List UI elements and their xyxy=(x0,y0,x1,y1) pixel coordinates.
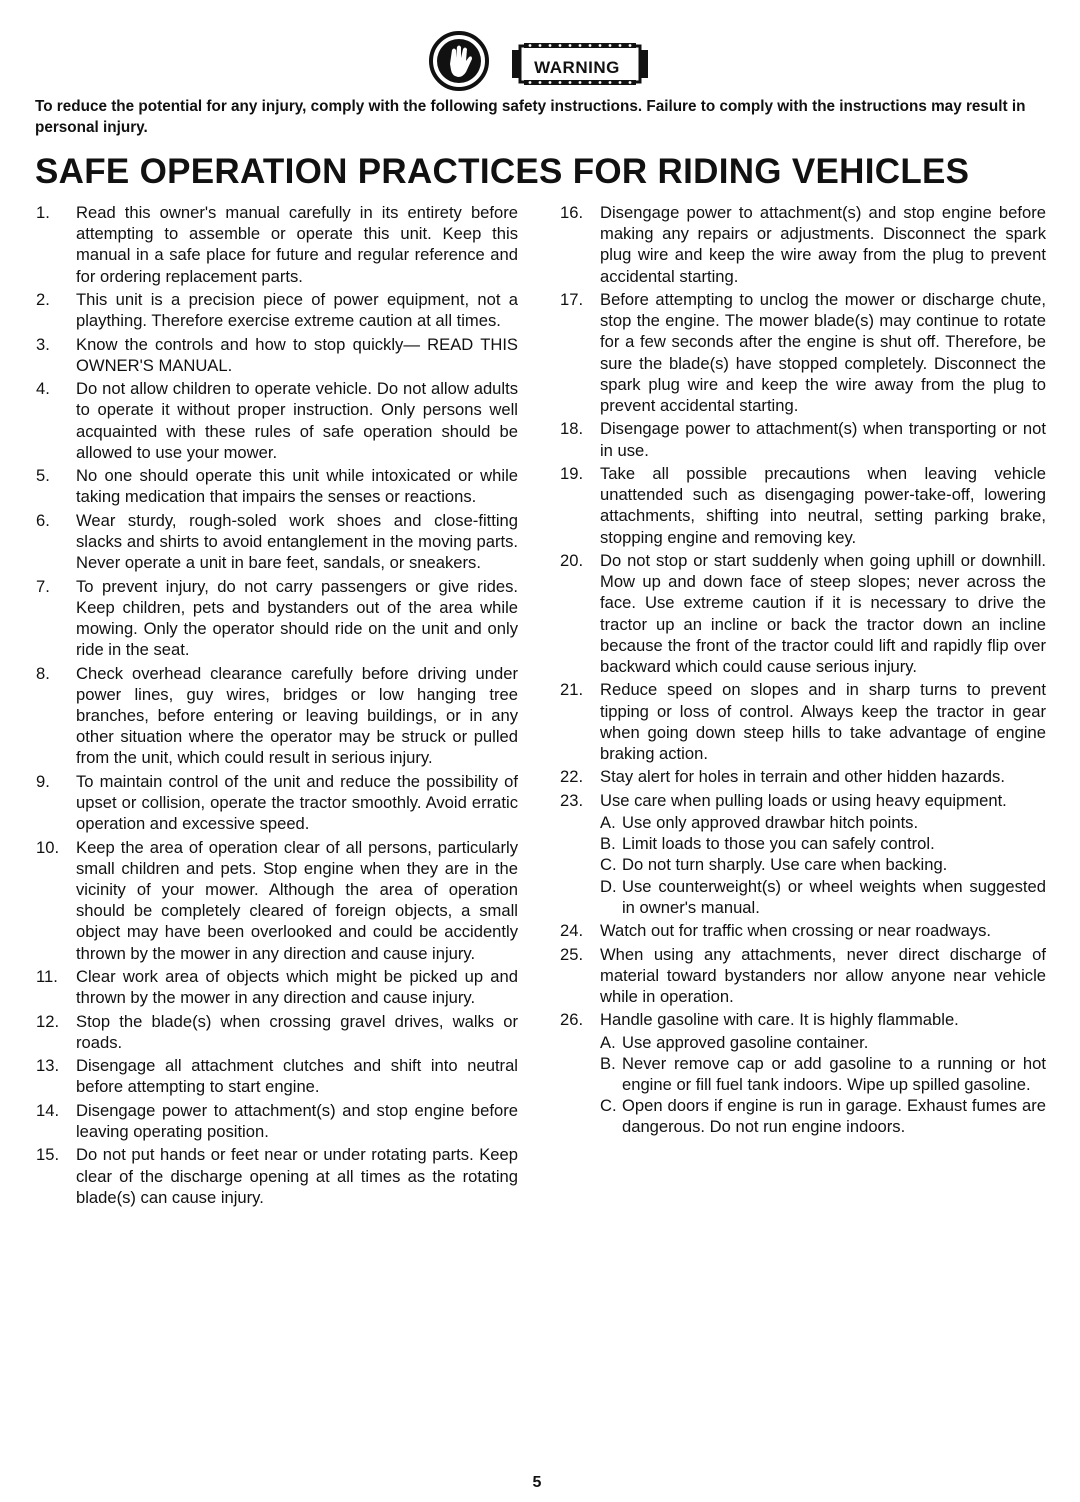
rule-number: 1. xyxy=(36,203,50,222)
rule-body xyxy=(76,1011,518,1053)
rule-10 xyxy=(36,837,518,964)
rule-26 xyxy=(560,1009,1046,1137)
rule-text: Stop the blade(s) when crossing gravel drives, walks or roads. xyxy=(76,1011,518,1052)
sub-item xyxy=(600,1032,1046,1053)
rule-text: Disengage all attachment clutches and shift into neutral before attempting to start engine. xyxy=(76,1056,518,1097)
sub-item-letter: A. xyxy=(600,1032,616,1052)
rule-number: 14. xyxy=(36,1100,60,1120)
rule-11 xyxy=(36,966,518,1008)
rule-23-sublist xyxy=(600,812,1046,918)
sub-item-text: Use only approved drawbar hitch points. xyxy=(622,813,919,832)
rule-14 xyxy=(36,1100,518,1142)
rule-5 xyxy=(36,465,518,507)
rule-text: To prevent injury, do not carry passengers or give rides. Keep children, pets and bystanders out of the area while mowing. Only the operator should ride on the unit and only ride in the seat. xyxy=(76,576,518,660)
rule-number: 9. xyxy=(36,771,50,791)
rule-body xyxy=(76,1055,518,1097)
rule-23 xyxy=(560,790,1046,918)
rule-text: Take all possible precautions when leaving vehicle unattended such as disengaging power-take-off, lowering attachments, shifting into neutral, setting parking brake, stopping engine and removing key. xyxy=(600,464,1046,547)
rule-body xyxy=(600,202,1046,287)
rule-text: Do not put hands or feet near or under rotating parts. Keep clear of the discharge opening at all times as the rotating blade(s) can cause injury. xyxy=(76,1145,518,1207)
rule-body xyxy=(76,510,518,574)
rule-body xyxy=(76,378,518,463)
rule-number: 23. xyxy=(560,790,584,810)
rule-body xyxy=(76,771,518,835)
rule-number: 19. xyxy=(560,464,584,483)
rule-number: 10. xyxy=(36,837,60,857)
rule-text: Do not stop or start suddenly when going uphill or downhill. Mow up and down face of steep slopes; never across the face. Use extreme caution if it is necessary to drive the tractor up an incline or back the tractor down an incline because the front of the tractor could lift and rapidly flip over backward which could cause serious injury. xyxy=(600,551,1046,677)
rule-text: Know the controls and how to stop quickly— READ THIS OWNER'S MANUAL. xyxy=(76,334,518,375)
rule-6 xyxy=(36,510,518,574)
rule-text: Do not allow children to operate vehicle. Do not allow adults to operate it without proper instruction. Only persons well acquainted with these rules of safe operation should be allowed to use your mower. xyxy=(76,379,518,462)
rule-number: 15. xyxy=(36,1145,60,1165)
sub-item-letter: C. xyxy=(600,1096,617,1116)
rule-text: Keep the area of operation clear of all persons, particularly small children and pets. Stop engine when they are in the vicinity of your mower. Although the area of operation should be completely cleared of foreign objects, a small object may have been overlooked and could be accidently thrown by the mower in any direction and cause injury. xyxy=(76,837,518,963)
rule-body xyxy=(600,944,1046,1008)
warning-intro: To reduce the potential for any injury, comply with the following safety instructions. Failure to comply with the instructions may result in personal injury. xyxy=(35,98,1026,136)
sub-item-text: Use counterweight(s) or wheel weights when suggested in owner's manual. xyxy=(622,876,1046,917)
sub-item xyxy=(600,876,1046,918)
rule-19 xyxy=(560,463,1046,548)
page-title: SAFE OPERATION PRACTICES FOR RIDING VEHICLES xyxy=(35,152,970,191)
rule-22 xyxy=(560,766,1046,787)
rule-body xyxy=(76,1144,518,1208)
warning-label: WARNING xyxy=(534,58,620,77)
rule-12 xyxy=(36,1011,518,1053)
rule-number: 17. xyxy=(560,290,584,309)
rule-26-sublist xyxy=(600,1032,1046,1138)
sub-item-text: Never remove cap or add gasoline to a running or hot engine or fill fuel tank indoors. Wipe up spilled gasoline. xyxy=(622,1053,1046,1094)
rule-body xyxy=(600,766,1046,787)
sub-item-letter: D. xyxy=(600,876,617,896)
rule-body xyxy=(76,334,518,376)
rule-13 xyxy=(36,1055,518,1097)
sub-item xyxy=(600,1053,1046,1095)
rule-20 xyxy=(560,550,1046,677)
rule-text: Read this owner's manual carefully in its entirety before attempting to assemble or operate this unit. Keep this manual in a safe place for future and regular reference and for ordering replacement parts. xyxy=(76,203,518,286)
sub-item-letter: B. xyxy=(600,1053,616,1073)
rule-text: Reduce speed on slopes and in sharp turns to prevent tipping or loss of control. Always keep the tractor in gear when going down steep hills to take advantage of engine braking action. xyxy=(600,680,1046,764)
rule-text: Handle gasoline with care. It is highly flammable. xyxy=(600,1010,959,1030)
rule-text: To maintain control of the unit and reduce the possibility of upset or collision, operate the tractor smoothly. Avoid erratic operation and excessive speed. xyxy=(76,771,518,834)
rule-number: 22. xyxy=(560,767,584,787)
rule-15 xyxy=(36,1144,518,1208)
sub-item-letter: C. xyxy=(600,855,617,875)
rule-body xyxy=(76,576,518,661)
rule-text: This unit is a precision piece of power equipment, not a plaything. Therefore exercise extreme caution at all times. xyxy=(76,290,518,331)
rule-number: 24. xyxy=(560,921,584,941)
rule-body xyxy=(76,289,518,331)
rule-text: Use care when pulling loads or using heavy equipment. xyxy=(600,790,1007,810)
rule-body xyxy=(600,679,1046,764)
right-column xyxy=(560,202,1046,1140)
rule-number: 25. xyxy=(560,944,584,964)
rule-number: 3. xyxy=(36,334,50,354)
rule-number: 2. xyxy=(36,290,50,309)
rule-number: 12. xyxy=(36,1011,60,1031)
rule-9 xyxy=(36,771,518,835)
sub-item xyxy=(600,812,1046,833)
rule-body xyxy=(600,920,1046,941)
rule-body xyxy=(76,837,518,964)
rule-text: Check overhead clearance carefully before driving under power lines, guy wires, bridges or low hanging tree branches, before entering or leaving buildings, or in any other situation where the operator may be struck or pulled from the unit, which could result in serious injury. xyxy=(76,663,518,768)
rule-number: 21. xyxy=(560,680,584,700)
rule-body xyxy=(76,202,518,287)
sub-item-text: Do not turn sharply. Use care when backing. xyxy=(622,855,948,875)
rule-8 xyxy=(36,663,518,769)
rule-text: Disengage power to attachment(s) and stop engine before making any repairs or adjustments. Disconnect the spark plug wire and keep the wire away from the plug to prevent accidental starting. xyxy=(600,203,1046,286)
rule-7 xyxy=(36,576,518,661)
rule-2 xyxy=(36,289,518,331)
rule-body xyxy=(600,550,1046,677)
rule-body xyxy=(76,1100,518,1142)
sub-item-letter: B. xyxy=(600,834,616,854)
rule-body xyxy=(76,966,518,1008)
sub-item xyxy=(600,833,1046,854)
rule-body xyxy=(600,463,1046,548)
sub-item xyxy=(600,1095,1046,1137)
rule-text: Disengage power to attachment(s) when transporting or not in use. xyxy=(600,419,1046,460)
rule-24 xyxy=(560,920,1046,941)
sub-item-letter: A. xyxy=(600,813,616,832)
rule-body xyxy=(76,465,518,507)
rule-text: Before attempting to unclog the mower or discharge chute, stop the engine. The mower blade(s) may continue to rotate for a few seconds after the engine is shut off. Therefore, be sure the blade(s) have stopped completely. Disconnect the spark plug wire and keep the wire away from the plug to prevent accidental starting. xyxy=(600,290,1046,416)
rule-text: Wear sturdy, rough-soled work shoes and close-fitting slacks and shirts to avoid entanglement in the moving parts. Never operate a unit in bare feet, sandals, or sneakers. xyxy=(76,510,518,573)
sub-item-text: Open doors if engine is run in garage. Exhaust fumes are dangerous. Do not run engine indoors. xyxy=(622,1096,1046,1137)
rule-25 xyxy=(560,944,1046,1008)
sub-item xyxy=(600,854,1046,875)
rule-text: When using any attachments, never direct discharge of material toward bystanders nor allow anyone near vehicle while in operation. xyxy=(600,944,1046,1006)
rule-body xyxy=(76,663,518,769)
rule-17 xyxy=(560,289,1046,416)
hand-warning-icon xyxy=(428,30,490,92)
rule-3 xyxy=(36,334,518,376)
rule-text: Stay alert for holes in terrain and other hidden hazards. xyxy=(600,767,1005,787)
rule-16 xyxy=(560,202,1046,287)
rule-number: 8. xyxy=(36,663,50,683)
rule-text: Disengage power to attachment(s) and stop engine before leaving operating position. xyxy=(76,1100,518,1141)
rule-text: Watch out for traffic when crossing or near roadways. xyxy=(600,921,992,941)
sub-item-text: Limit loads to those you can safely control. xyxy=(622,834,935,854)
left-column xyxy=(36,202,518,1210)
rule-4 xyxy=(36,378,518,463)
rule-text: Clear work area of objects which might be picked up and thrown by the mower in any direction and cause injury. xyxy=(76,966,518,1008)
rule-number: 26. xyxy=(560,1010,584,1030)
page-number: 5 xyxy=(532,1474,542,1491)
rule-body xyxy=(600,790,1046,918)
rule-number: 13. xyxy=(36,1056,60,1076)
rule-number: 6. xyxy=(36,510,50,530)
rule-18 xyxy=(560,418,1046,460)
rule-number: 7. xyxy=(36,576,50,596)
rule-body xyxy=(600,418,1046,460)
rule-number: 20. xyxy=(560,551,584,570)
rule-number: 18. xyxy=(560,419,584,439)
rule-body xyxy=(600,1009,1046,1137)
rule-number: 4. xyxy=(36,379,50,399)
rule-text: No one should operate this unit while intoxicated or while taking medication that impairs the senses or reactions. xyxy=(76,466,518,507)
sub-item-text: Use approved gasoline container. xyxy=(622,1032,869,1052)
rule-21 xyxy=(560,679,1046,764)
rule-1 xyxy=(36,202,518,287)
rule-number: 5. xyxy=(36,466,50,486)
rule-number: 16. xyxy=(560,203,584,222)
warning-header xyxy=(0,30,1080,92)
rule-number: 11. xyxy=(36,966,58,986)
rule-body xyxy=(600,289,1046,416)
